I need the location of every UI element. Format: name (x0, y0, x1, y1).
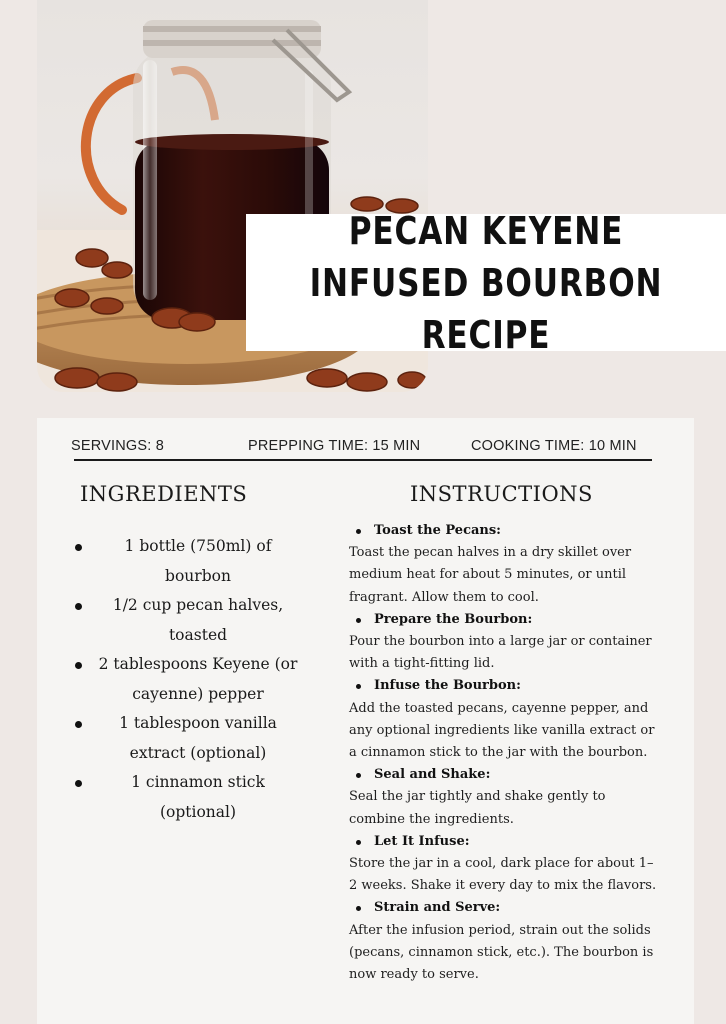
step-body: Toast the pecan halves in a dry skillet over medium heat for about 5 minutes, or until fragrant. Allow them to cool. (349, 545, 632, 605)
divider (74, 459, 652, 461)
step-title: Infuse the Bourbon: (349, 675, 659, 697)
step-body: Pour the bourbon into a large jar or container with a tight-fitting lid. (349, 634, 652, 672)
ingredient-item: 1 bottle (750ml) of bourbon (69, 532, 299, 591)
instructions-heading: INSTRUCTIONS (410, 482, 593, 506)
ingredient-item: 1 cinnamon stick (optional) (69, 768, 299, 827)
recipe-title: PECAN KEYENE INFUSED BOURBON RECIPE (309, 208, 663, 357)
step-body: Store the jar in a cool, dark place for about 1–2 weeks. Shake it every day to mix the flavors. (349, 856, 657, 894)
ingredient-item: 1 tablespoon vanilla extract (optional) (69, 709, 299, 768)
step-body: Add the toasted pecans, cayenne pepper, and any optional ingredients like vanilla extract or a cinnamon stick to the jar with the bourbon. (349, 700, 655, 761)
recipe-meta (37, 438, 694, 458)
step-title: Strain and Serve: (349, 897, 659, 919)
step-body: After the infusion period, strain out the solids (pecans, cinnamon stick, etc.). The bourbon is now ready to serve. (349, 922, 654, 983)
step-title: Toast the Pecans: (349, 520, 659, 542)
title-card (246, 208, 726, 357)
cook-time-label: COOKING TIME: 10 MIN (471, 438, 637, 454)
ingredient-item: 1/2 cup pecan halves, toasted (69, 591, 299, 650)
servings-label: SERVINGS: 8 (71, 438, 164, 454)
step-title: Let It Infuse: (349, 831, 659, 853)
recipe-panel (37, 418, 694, 1024)
step-title: Prepare the Bourbon: (349, 609, 659, 631)
ingredient-item: 2 tablespoons Keyene (or cayenne) pepper (69, 650, 299, 709)
instructions-list (349, 520, 659, 986)
step-body: Seal the jar tightly and shake gently to combine the ingredients. (349, 789, 606, 827)
step-title: Seal and Shake: (349, 764, 659, 786)
ingredients-list (69, 532, 299, 827)
prep-time-label: PREPPING TIME: 15 MIN (248, 438, 421, 454)
ingredients-heading: INGREDIENTS (80, 482, 248, 506)
